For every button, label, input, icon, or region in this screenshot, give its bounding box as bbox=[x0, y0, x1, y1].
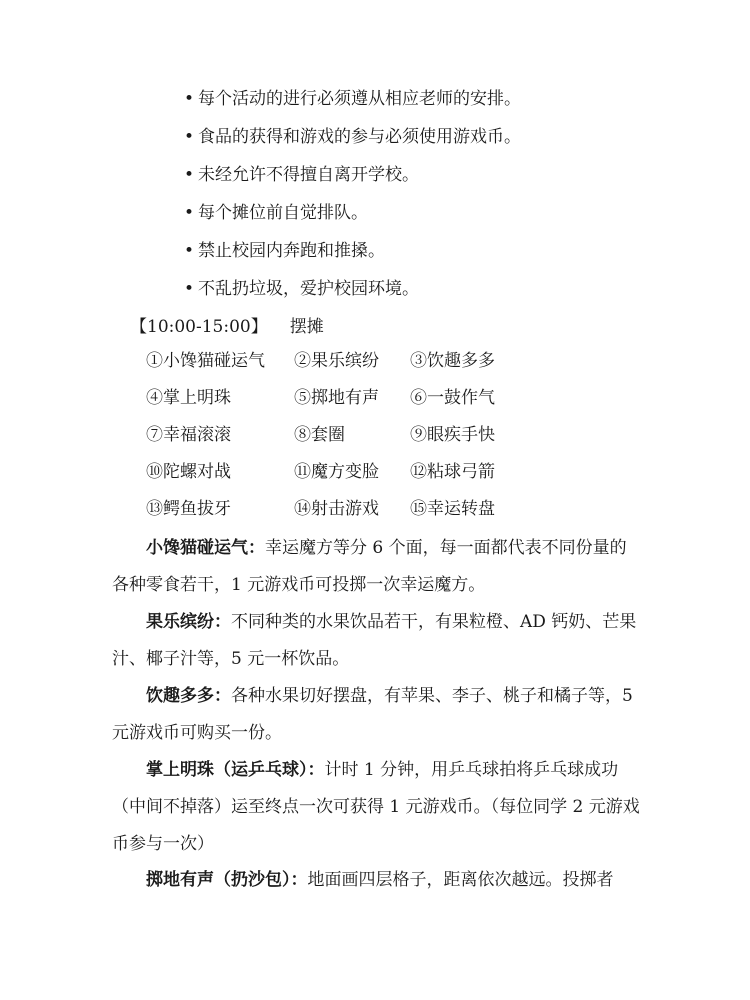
rules-list bbox=[184, 88, 521, 316]
bullet-icon: • bbox=[184, 165, 195, 185]
bullet-icon: • bbox=[184, 203, 195, 223]
rule-item bbox=[184, 164, 521, 186]
description-paragraph bbox=[112, 530, 642, 604]
booth-item: ⑤掷地有声 bbox=[294, 388, 379, 408]
booth-item: ⑦幸福滚滚 bbox=[146, 425, 231, 445]
description-term: 掷地有声（扔沙包）： bbox=[146, 870, 308, 890]
bullet-icon: • bbox=[184, 127, 195, 147]
booth-item: ⑧套圈 bbox=[294, 425, 345, 445]
description-text: 地面画四层格子，距离依次越远。投掷者 bbox=[307, 870, 614, 890]
description-paragraph bbox=[112, 604, 642, 678]
rule-text: 禁止校园内奔跑和推搡。 bbox=[198, 241, 385, 261]
booth-item: ①小馋猫碰运气 bbox=[146, 351, 265, 371]
rule-item bbox=[184, 202, 521, 224]
rule-text: 未经允许不得擅自离开学校。 bbox=[198, 165, 419, 185]
description-text: 幸运魔方等分 6 个面，每一面都代表不同份量的各种零食若干，1 元游戏币可投掷一次幸运魔方。 bbox=[112, 538, 627, 595]
section-title: 摆摊 bbox=[289, 317, 324, 337]
rule-text: 不乱扔垃圾，爱护校园环境。 bbox=[198, 279, 419, 299]
description-paragraph bbox=[112, 752, 642, 863]
booth-item: ⑩陀螺对战 bbox=[146, 462, 231, 482]
bullet-icon: • bbox=[184, 279, 195, 299]
bullet-icon: • bbox=[184, 241, 195, 261]
description-paragraph bbox=[112, 862, 642, 899]
booth-item: ⑫粘球弓箭 bbox=[410, 462, 495, 482]
rule-text: 每个摊位前自觉排队。 bbox=[198, 203, 368, 223]
booth-item: ②果乐缤纷 bbox=[294, 351, 379, 371]
booth-list bbox=[146, 350, 540, 520]
description-text: 不同种类的水果饮品若干，有果粒橙、AD 钙奶、芒果汁、椰子汁等，5 元一杯饮品。 bbox=[112, 612, 637, 669]
booth-item: ⑨眼疾手快 bbox=[410, 425, 495, 445]
booth-item: ③饮趣多多 bbox=[410, 351, 495, 371]
rule-text: 食品的获得和游戏的参与必须使用游戏币。 bbox=[198, 127, 521, 147]
bullet-icon: • bbox=[184, 89, 195, 109]
description-term: 掌上明珠（运乒乓球）： bbox=[146, 760, 325, 780]
description-text: 计时 1 分钟，用乒乓球拍将乒乓球成功（中间不掉落）运至终点一次可获得 1 元游戏币。（每位同学 2 元游戏币参与一次） bbox=[112, 760, 640, 854]
rule-item bbox=[184, 278, 521, 300]
booth-item: ⑥一鼓作气 bbox=[410, 388, 495, 408]
description-paragraph bbox=[112, 678, 642, 752]
rule-item bbox=[184, 88, 521, 110]
description-term: 果乐缤纷： bbox=[146, 612, 231, 632]
rule-text: 每个活动的进行必须遵从相应老师的安排。 bbox=[198, 89, 521, 109]
booth-item: ④掌上明珠 bbox=[146, 388, 231, 408]
description-term: 小馋猫碰运气： bbox=[146, 538, 265, 558]
rule-item bbox=[184, 240, 521, 262]
rule-item bbox=[184, 126, 521, 148]
booth-item: ⑮幸运转盘 bbox=[410, 499, 495, 519]
section-heading bbox=[130, 316, 324, 338]
booth-item: ⑪魔方变脸 bbox=[294, 462, 379, 482]
section-time: 【10:00-15:00】 bbox=[130, 317, 268, 337]
booth-item: ⑭射击游戏 bbox=[294, 499, 379, 519]
description-term: 饮趣多多： bbox=[146, 686, 231, 706]
description-text: 各种水果切好摆盘，有苹果、李子、桃子和橘子等，5 元游戏币可购买一份。 bbox=[112, 686, 633, 743]
booth-item: ⑬鳄鱼拔牙 bbox=[146, 499, 231, 519]
